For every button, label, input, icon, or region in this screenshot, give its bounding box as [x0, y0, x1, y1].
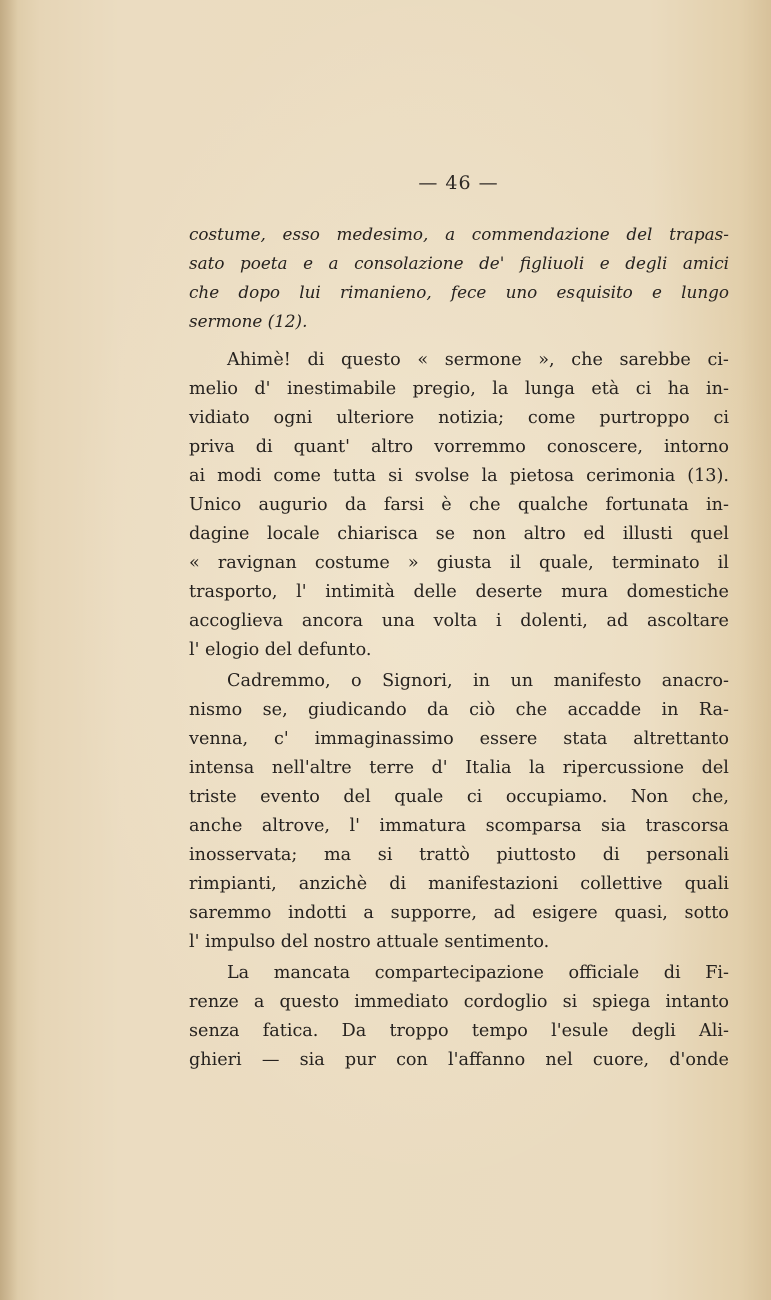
text-line: Ahimè! di questo « sermone », che sarebbe ci- — [227, 350, 729, 370]
text-line: trasporto, l' intimità delle deserte mura domestiche — [189, 582, 729, 602]
text-line: inosservata; ma si trattò piuttosto di personali — [189, 845, 729, 865]
text-line: priva di quant' altro vorremmo conoscere, intorno — [189, 437, 729, 457]
text-line: nismo se, giudicando da ciò che accadde in Ra- — [189, 700, 729, 720]
text-line: sermone (12). — [189, 311, 308, 331]
page-number: — 46 — — [418, 172, 499, 194]
text-line: senza fatica. Da troppo tempo l'esule degli Ali- — [189, 1021, 729, 1041]
text-line: triste evento del quale ci occupiamo. Non che, — [189, 787, 729, 807]
text-line: ghieri — sia pur con l'affanno nel cuore, d'onde — [189, 1050, 729, 1070]
text-line: La mancata compartecipazione officiale di Fi- — [227, 963, 729, 983]
text-line: accoglieva ancora una volta i dolenti, ad ascoltare — [189, 611, 729, 631]
text-line: rimpianti, anzichè di manifestazioni collettive quali — [189, 874, 729, 894]
text-line: l' impulso del nostro attuale sentimento. — [189, 932, 550, 952]
text-line: l' elogio del defunto. — [189, 640, 372, 660]
text-line: intensa nell'altre terre d' Italia la ripercussione del — [189, 758, 729, 778]
text-line: renze a questo immediato cordoglio si spiega intanto — [189, 992, 729, 1012]
text-line: venna, c' immaginassimo essere stata altrettanto — [189, 729, 729, 749]
text-line: Cadremmo, o Signori, in un manifesto anacro- — [227, 671, 729, 691]
text-line: ai modi come tutta si svolse la pietosa cerimonia (13). — [189, 466, 729, 486]
text-line: costume, esso medesimo, a commendazione del trapas- — [189, 224, 729, 244]
text-line: vidiato ogni ulteriore notizia; come purtroppo ci — [189, 408, 729, 428]
page-spine-shadow — [0, 0, 18, 1300]
text-line: sato poeta e a consolazione de' figliuoli e degli amici — [189, 253, 729, 273]
text-line: saremmo indotti a supporre, ad esigere quasi, sotto — [189, 903, 729, 923]
text-line: « ravignan costume » giusta il quale, terminato il — [189, 553, 729, 573]
text-line: Unico augurio da farsi è che qualche fortunata in- — [189, 495, 729, 515]
text-line: melio d' inestimabile pregio, la lunga età ci ha in- — [189, 379, 729, 399]
text-line: che dopo lui rimanieno, fece uno esquisito e lungo — [189, 282, 729, 302]
text-line: anche altrove, l' immatura scomparsa sia trascorsa — [189, 816, 729, 836]
text-line: dagine locale chiarisca se non altro ed illusti quel — [189, 524, 729, 544]
